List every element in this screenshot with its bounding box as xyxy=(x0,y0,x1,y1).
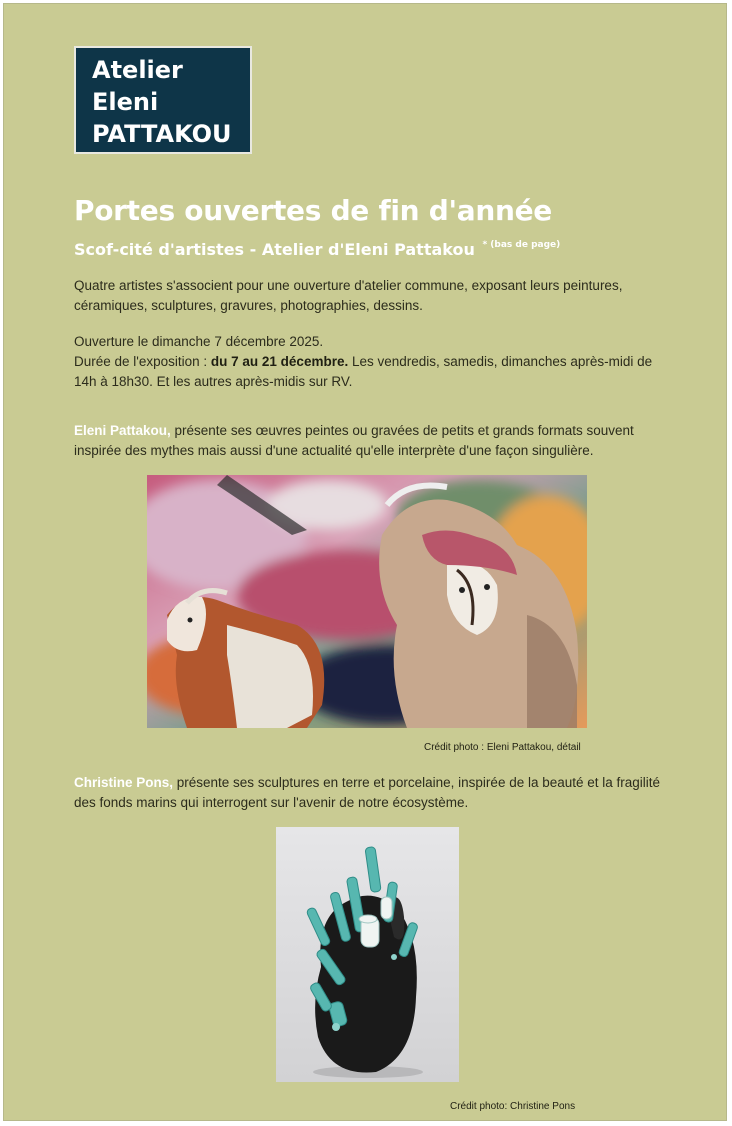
intro-paragraph: Quatre artistes s'associent pour une ouverture d'atelier commune, exposant leurs peintures, céramiques, sculptures, gravures, photographies, dessins. xyxy=(74,278,623,313)
duration-details: Les vendredis, samedis, dimanches après-midi de 14h à 18h30. Et les autres après-midis sur RV. xyxy=(74,354,653,389)
opening-date: Ouverture le dimanche 7 décembre 2025. xyxy=(74,334,324,349)
logo-line-3: PATTAKOU xyxy=(92,120,232,148)
duration-dates: du 7 au 21 décembre. xyxy=(210,354,349,369)
artist2-description: présente ses sculptures en terre et porcelaine, inspirée de la beauté et la fragilité des fonds marins qui interrogent sur l'avenir de notre écosystème. xyxy=(74,775,661,810)
artist1-description: présente ses œuvres peintes ou gravées de petits et grands formats souvent inspirée des mythes mais aussi d'une actualité qu'elle interprète d'une façon singulière. xyxy=(74,423,634,458)
artist2-photo-credit: Crédit photo: Christine Pons xyxy=(450,1101,576,1112)
subtitle-footnote: * (bas de page) xyxy=(482,240,561,250)
artist2-name: Christine Pons, xyxy=(74,775,174,790)
page-title: Portes ouvertes de fin d'année xyxy=(74,194,552,227)
subtitle-text: Scof-cité d'artistes - Atelier d'Eleni Pattakou xyxy=(74,240,475,259)
goats-painting-image xyxy=(147,475,587,728)
logo-line-1: Atelier xyxy=(92,56,183,84)
exhibition-duration xyxy=(74,352,674,392)
sculpture-image xyxy=(276,827,459,1082)
page-subtitle xyxy=(74,240,560,259)
artist1-paragraph xyxy=(74,421,674,461)
duration-label: Durée de l'exposition : xyxy=(74,354,211,369)
logo-line-2: Eleni xyxy=(92,88,159,116)
artist1-photo-credit: Crédit photo : Eleni Pattakou, détail xyxy=(424,742,581,753)
atelier-logo xyxy=(74,46,252,154)
artist1-name: Eleni Pattakou, xyxy=(74,423,171,438)
document-page xyxy=(3,3,727,1121)
opening-paragraph xyxy=(74,332,674,392)
artist2-paragraph xyxy=(74,773,674,813)
